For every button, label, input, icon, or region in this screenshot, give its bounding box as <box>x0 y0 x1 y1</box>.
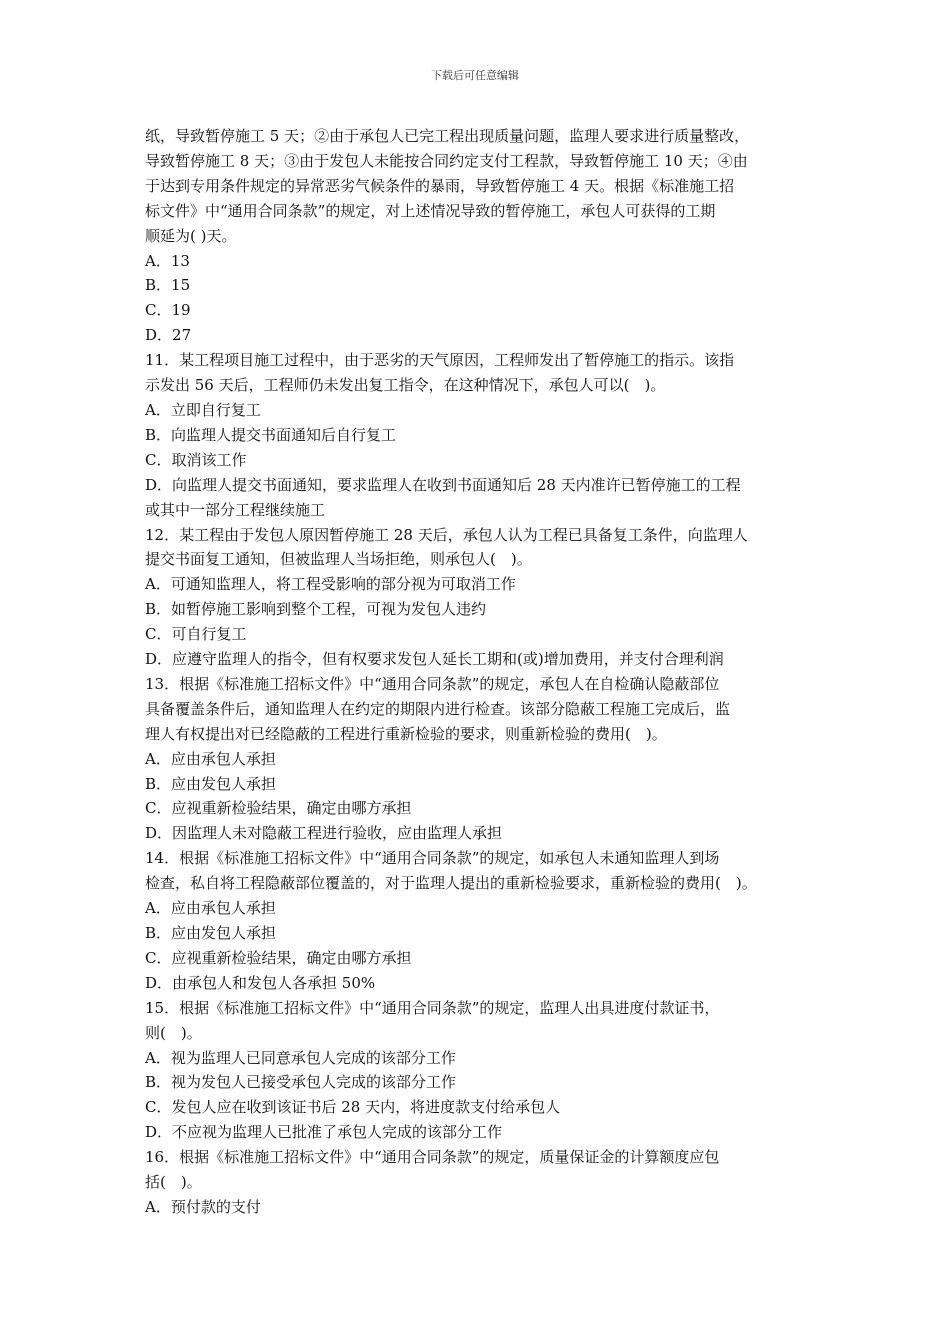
text-line: C．取消该工作 <box>145 450 247 469</box>
text-line: D．应遵守监理人的指令，但有权要求发包人延长工期和(或)增加费用，并支付合理利润 <box>145 650 724 669</box>
text-line: C．19 <box>145 301 191 320</box>
text-line: A．可通知监理人，将工程受影响的部分视为可取消工作 <box>145 575 516 594</box>
text-line: 理人有权提出对已经隐蔽的工程进行重新检验的要求，则重新检验的费用( )。 <box>145 724 667 743</box>
text-line: 14．根据《标准施工招标文件》中“通用合同条款”的规定，如承包人未通知监理人到场 <box>145 849 720 868</box>
text-line: A．应由承包人承担 <box>145 749 276 768</box>
text-line: 于达到专用条件规定的异常恶劣气候条件的暴雨，导致暂停施工 4 天。根据《标准施工招 <box>145 176 735 195</box>
text-line: A．应由承包人承担 <box>145 899 276 918</box>
text-line: C．发包人应在收到该证书后 28 天内，将进度款支付给承包人 <box>145 1098 561 1117</box>
text-line: C．可自行复工 <box>145 625 247 644</box>
text-line: A．13 <box>145 251 190 270</box>
text-line: 检查，私自将工程隐蔽部位覆盖的，对于监理人提出的重新检验要求，重新检验的费用( )。 <box>145 874 757 893</box>
text-line: D．因监理人未对隐蔽工程进行验收，应由监理人承担 <box>145 824 503 843</box>
text-line: A．预付款的支付 <box>145 1197 261 1216</box>
text-line: 顺延为( )天。 <box>145 226 237 245</box>
text-line: 11．某工程项目施工过程中，由于恶劣的天气原因，工程师发出了暂停施工的指示。该指 <box>145 351 735 370</box>
text-line: 或其中一部分工程继续施工 <box>145 500 326 519</box>
text-line: 15．根据《标准施工招标文件》中“通用合同条款”的规定，监理人出具进度付款证书， <box>145 998 720 1017</box>
text-line: 导致暂停施工 8 天；③由于发包人未能按合同约定支付工程款，导致暂停施工 10 天；④由 <box>145 151 748 170</box>
text-line: B．向监理人提交书面通知后自行复工 <box>145 425 397 444</box>
text-line: D．不应视为监理人已批准了承包人完成的该部分工作 <box>145 1123 503 1142</box>
text-line: 纸，导致暂停施工 5 天；②由于承包人已完工程出现质量问题，监理人要求进行质量整改， <box>145 127 750 145</box>
text-line: A．立即自行复工 <box>145 400 261 419</box>
text-line: 13．根据《标准施工招标文件》中“通用合同条款”的规定，承包人在自检确认隐蔽部位 <box>145 674 720 693</box>
document-body <box>145 124 815 1220</box>
text-line: C．应视重新检验结果，确定由哪方承担 <box>145 948 412 967</box>
text-line: 则( )。 <box>145 1023 202 1042</box>
page-header: 下载后可任意编辑 <box>431 69 519 82</box>
text-line: B．视为发包人已接受承包人完成的该部分工作 <box>145 1073 457 1092</box>
text-line: 提交书面复工通知，但被监理人当场拒绝，则承包人( )。 <box>145 550 532 569</box>
text-line: 标文件》中“通用合同条款”的规定，对上述情况导致的暂停施工，承包人可获得的工期 <box>145 201 716 220</box>
text-line: B．15 <box>145 276 191 295</box>
text-line: A．视为监理人已同意承包人完成的该部分工作 <box>145 1048 456 1067</box>
text-line: 示发出 56 天后，工程师仍未发出复工指令，在这种情况下，承包人可以( )。 <box>145 376 666 395</box>
text-line: C．应视重新检验结果，确定由哪方承担 <box>145 799 412 818</box>
text-line: B．如暂停施工影响到整个工程，可视为发包人违约 <box>145 600 487 619</box>
text-line: D．27 <box>145 326 192 345</box>
text-line: 具备覆盖条件后，通知监理人在约定的期限内进行检查。该部分隐蔽工程施工完成后，监 <box>145 699 731 718</box>
text-line: D．由承包人和发包人各承担 50% <box>145 973 376 992</box>
text-line: 12．某工程由于发包人原因暂停施工 28 天后，承包人认为工程已具备复工条件，向监理人 <box>145 525 748 544</box>
text-line: 括( )。 <box>145 1173 202 1192</box>
text-line: D．向监理人提交书面通知，要求监理人在收到书面通知后 28 天内准许已暂停施工的工程 <box>145 475 741 494</box>
text-line: B．应由发包人承担 <box>145 774 277 793</box>
text-line: 16．根据《标准施工招标文件》中“通用合同条款”的规定，质量保证金的计算额度应包 <box>145 1148 720 1167</box>
text-line: B．应由发包人承担 <box>145 924 277 942</box>
